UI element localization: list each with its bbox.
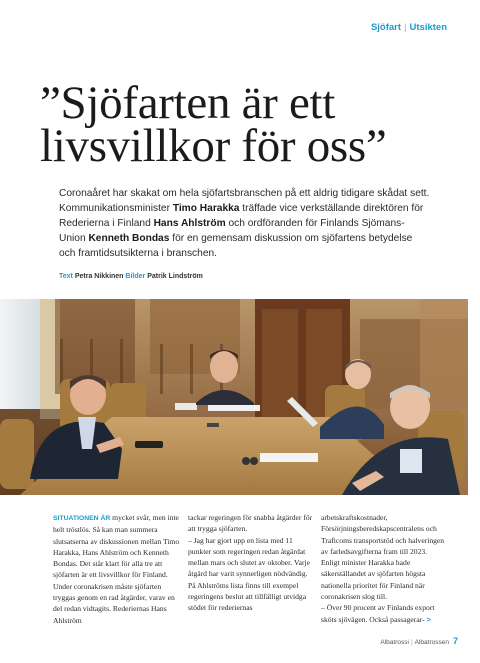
column-3-paragraph-1: arbetskraftskostnader, Försörjningsberedskapscentralens och Traficoms transportstöd och halveringen av farledsavgifterna fram till 2023. [321,513,445,556]
section-tag [371,22,447,33]
page-number: 7 [452,636,458,646]
column-2-paragraph-2: – Jag har gjort upp en lista med 11 punkter som regeringen redan åtgärdat mellan mars och slutet av oktober. Varje åtgärd har varit synnerligen nödvändig. [188,535,310,579]
article-column-2 [188,512,316,614]
lead-name-bondas: Kenneth Bondas [88,233,170,244]
meeting-photo [0,299,468,495]
lead-paragraph [59,186,431,261]
author-name: Petra Nikkinen [74,273,124,280]
column-2-paragraph-3: På Ahlströms lista finns till exempel regeringens beslut att tillfälligt utvidga stödet för rederiernas [188,580,307,613]
section-separator: | [404,22,407,33]
photographer-name: Patrik Lindström [147,273,203,280]
text-credit-label: Text [59,273,73,280]
headline-line-2: livsvillkor för oss” [40,120,387,172]
lead-text-1: Coronaåret har skakat om hela sjöfartsbranschen på ett aldrig tidigare skådat sett. Kommunikationsminister [59,188,430,214]
article-column-3 [321,512,449,625]
column-1-text: mycket svår, men inte helt tröstlös. Så kan man summera slutsatserna av diskussionen mellan Timo Harakka, Hans Ahlström och Kenneth Bondas. Det står klart för alla tre att sjöfarten är ett livsvillkor för Finland. Under coronakrisen måste sjöfarten tryggas genom en rad åtgärder, varav en del redan vidtagits. Rederiernas Hans Ahlström [53,513,180,625]
byline [59,273,203,280]
magazine-name: Albatrossi [380,639,409,646]
magazine-name-swedish: Albatrossen [414,639,449,646]
column-3-paragraph-2: Enligt minister Harakka hade säkerställandet av sjöfarten högsta nationella prioritet för Finland när coronakrisen slog till. [321,558,426,602]
lead-name-harakka: Timo Harakka [172,203,240,214]
lead-text-4: för en gemensam diskussion om sjöfartens betydelse och framtidsutsikterna i branschen. [59,233,413,259]
column-3-text: – Över 90 procent av Finlands export sköts sjövägen. Också passagerar- [321,603,435,624]
article-column-1 [53,512,181,626]
lead-text-3: och ordföranden för Finlands Sjömans-Union [59,218,405,244]
lead-name-ahlstrom: Hans Ahlström [153,218,226,229]
continue-arrow-icon: > [426,614,431,624]
column-1-paragraph [53,512,181,626]
section-name: Sjöfart [370,22,402,33]
headline [40,77,460,172]
lead-text-2: träffade vice verkställande direktören för Rederierna i Finland [59,203,424,229]
subsection-name: Utsikten [409,22,447,33]
footer-separator: | [410,639,413,646]
page-footer [380,636,458,646]
headline-line-1: ”Sjöfarten är ett [40,77,336,129]
meeting-photo-illustration [0,299,468,495]
photo-credit-label: Bilder [125,273,146,280]
column-3-paragraph-3 [321,602,449,625]
article-lead-in: SITUATIONEN ÄR [53,515,111,522]
column-2-paragraph-1: tackar regeringen för snabba åtgärder för att trygga sjöfarten. [188,513,313,534]
